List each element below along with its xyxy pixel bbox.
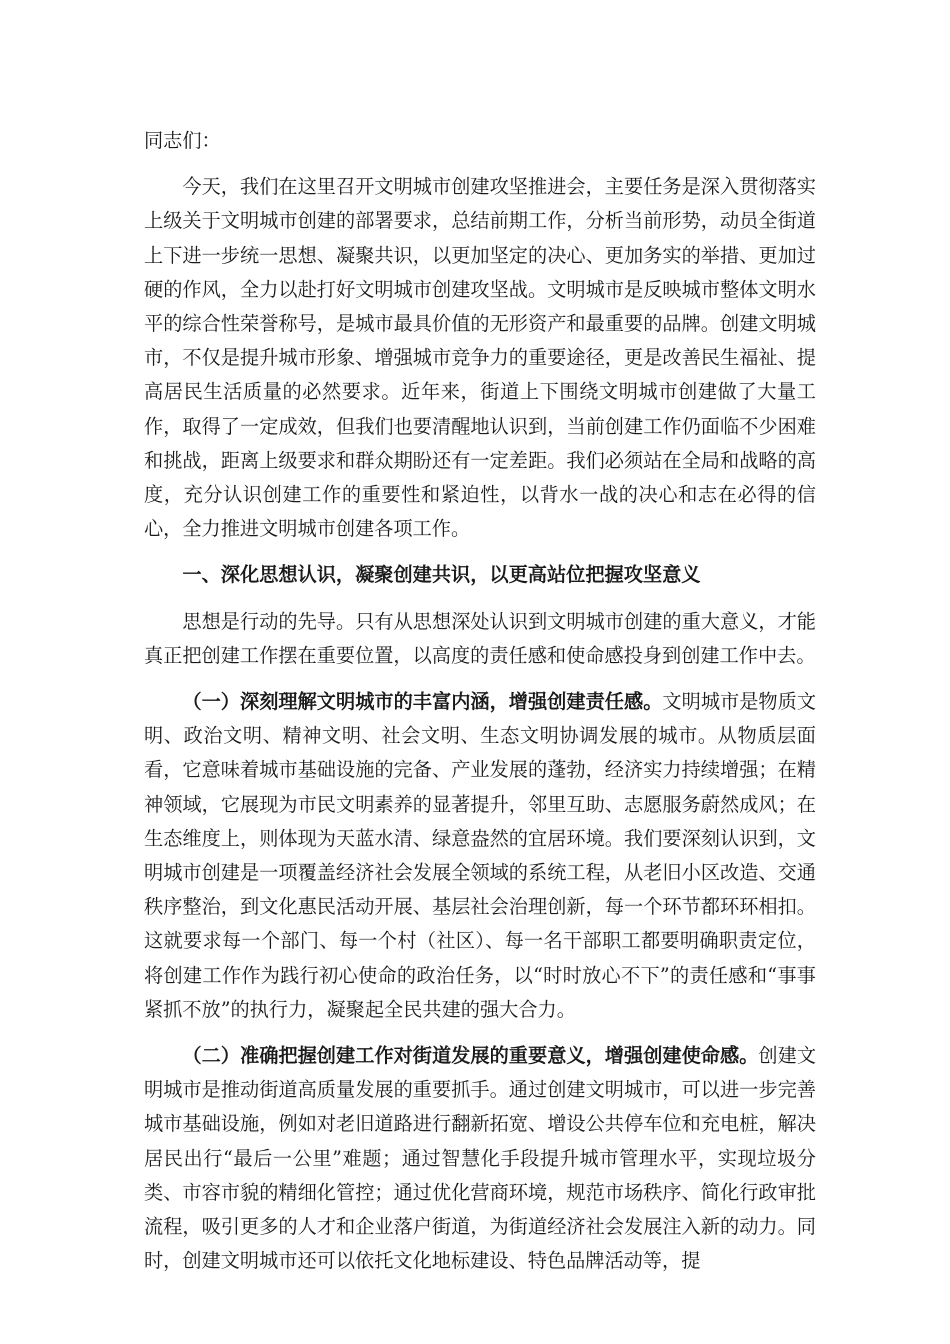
subsection-heading-1: （一）深刻理解文明城市的丰富内涵，增强创建责任感。 <box>182 690 663 714</box>
subsection-heading-2: （二）准确把握创建工作对街道发展的重要意义，增强创建使命感。 <box>182 1044 759 1068</box>
document-page <box>144 124 816 1291</box>
salutation: 同志们： <box>144 129 221 152</box>
section1-intro-paragraph: 思想是行动的先导。只有从思想深处认识到文明城市创建的重大意义，才能真正把创建工作摆在重要位置，以高度的责任感和使命感投身到创建工作中去。 <box>144 609 816 667</box>
intro-paragraph: 今天，我们在这里召开文明城市创建攻坚推进会，主要任务是深入贯彻落实上级关于文明城市创建的部署要求，总结前期工作，分析当前形势，动员全街道上下进一步统一思想、凝聚共识，以更加坚定的决心、更加务实的举措、更加过硬的作风，全力以赴打好文明城市创建攻坚战。文明城市是反映城市整体文明水平的综合性荣誉称号，是城市最具价值的无形资产和最重要的品牌。创建文明城市，不仅是提升城市形象、增强城市竞争力的重要途径，更是改善民生福祉、提高居民生活质量的必然要求。近年来，街道上下围绕文明城市创建做了大量工作，取得了一定成效，但我们也要清醒地认识到，当前创建工作仍面临不少困难和挑战，距离上级要求和群众期盼还有一定差距。我们必须站在全局和战略的高度，充分认识创建工作的重要性和紧迫性，以背水一战的决心和志在必得的信心，全力推进文明城市创建各项工作。 <box>144 175 816 541</box>
section-heading-1: 一、深化思想认识，凝聚创建共识，以更高站位把握攻坚意义 <box>182 563 701 587</box>
subsection-body-1: 文明城市是物质文明、政治文明、精神文明、社会文明、生态文明协调发展的城市。从物质层面看，它意味着城市基础设施的完备、产业发展的蓬勃，经济实力持续增强；在精神领域，它展现为市民文明素养的显著提升，邻里互助、志愿服务蔚然成风；在生态维度上，则体现为天蓝水清、绿意盎然的宜居环境。我们要深刻认识到，文明城市创建是一项覆盖经济社会发展全领域的系统工程，从老旧小区改造、交通秩序整治，到文化惠民活动开展、基层社会治理创新，每一个环节都环环相扣。这就要求每一个部门、每一个村（社区）、每一名干部职工都要明确职责定位，将创建工作作为践行初心使命的政治任务，以“时时放心不下”的责任感和“事事紧抓不放”的执行力，凝聚起全民共建的强大合力。 <box>144 690 817 1021</box>
subsection-2-paragraph <box>144 1039 816 1278</box>
subsection-1-paragraph <box>144 685 816 1027</box>
subsection-body-2: 创建文明城市是推动街道高质量发展的重要抓手。通过创建文明城市，可以进一步完善城市基础设施，例如对老旧道路进行翻新拓宽、增设公共停车位和充电桩，解决居民出行“最后一公里”难题；通过智慧化手段提升城市管理水平，实现垃圾分类、市容市貌的精细化管控；通过优化营商环境，规范市场秩序、简化行政审批流程，吸引更多的人才和企业落户街道，为街道经济社会发展注入新的动力。同时，创建文明城市还可以依托文化地标建设、特色品牌活动等，提 <box>144 1044 817 1273</box>
